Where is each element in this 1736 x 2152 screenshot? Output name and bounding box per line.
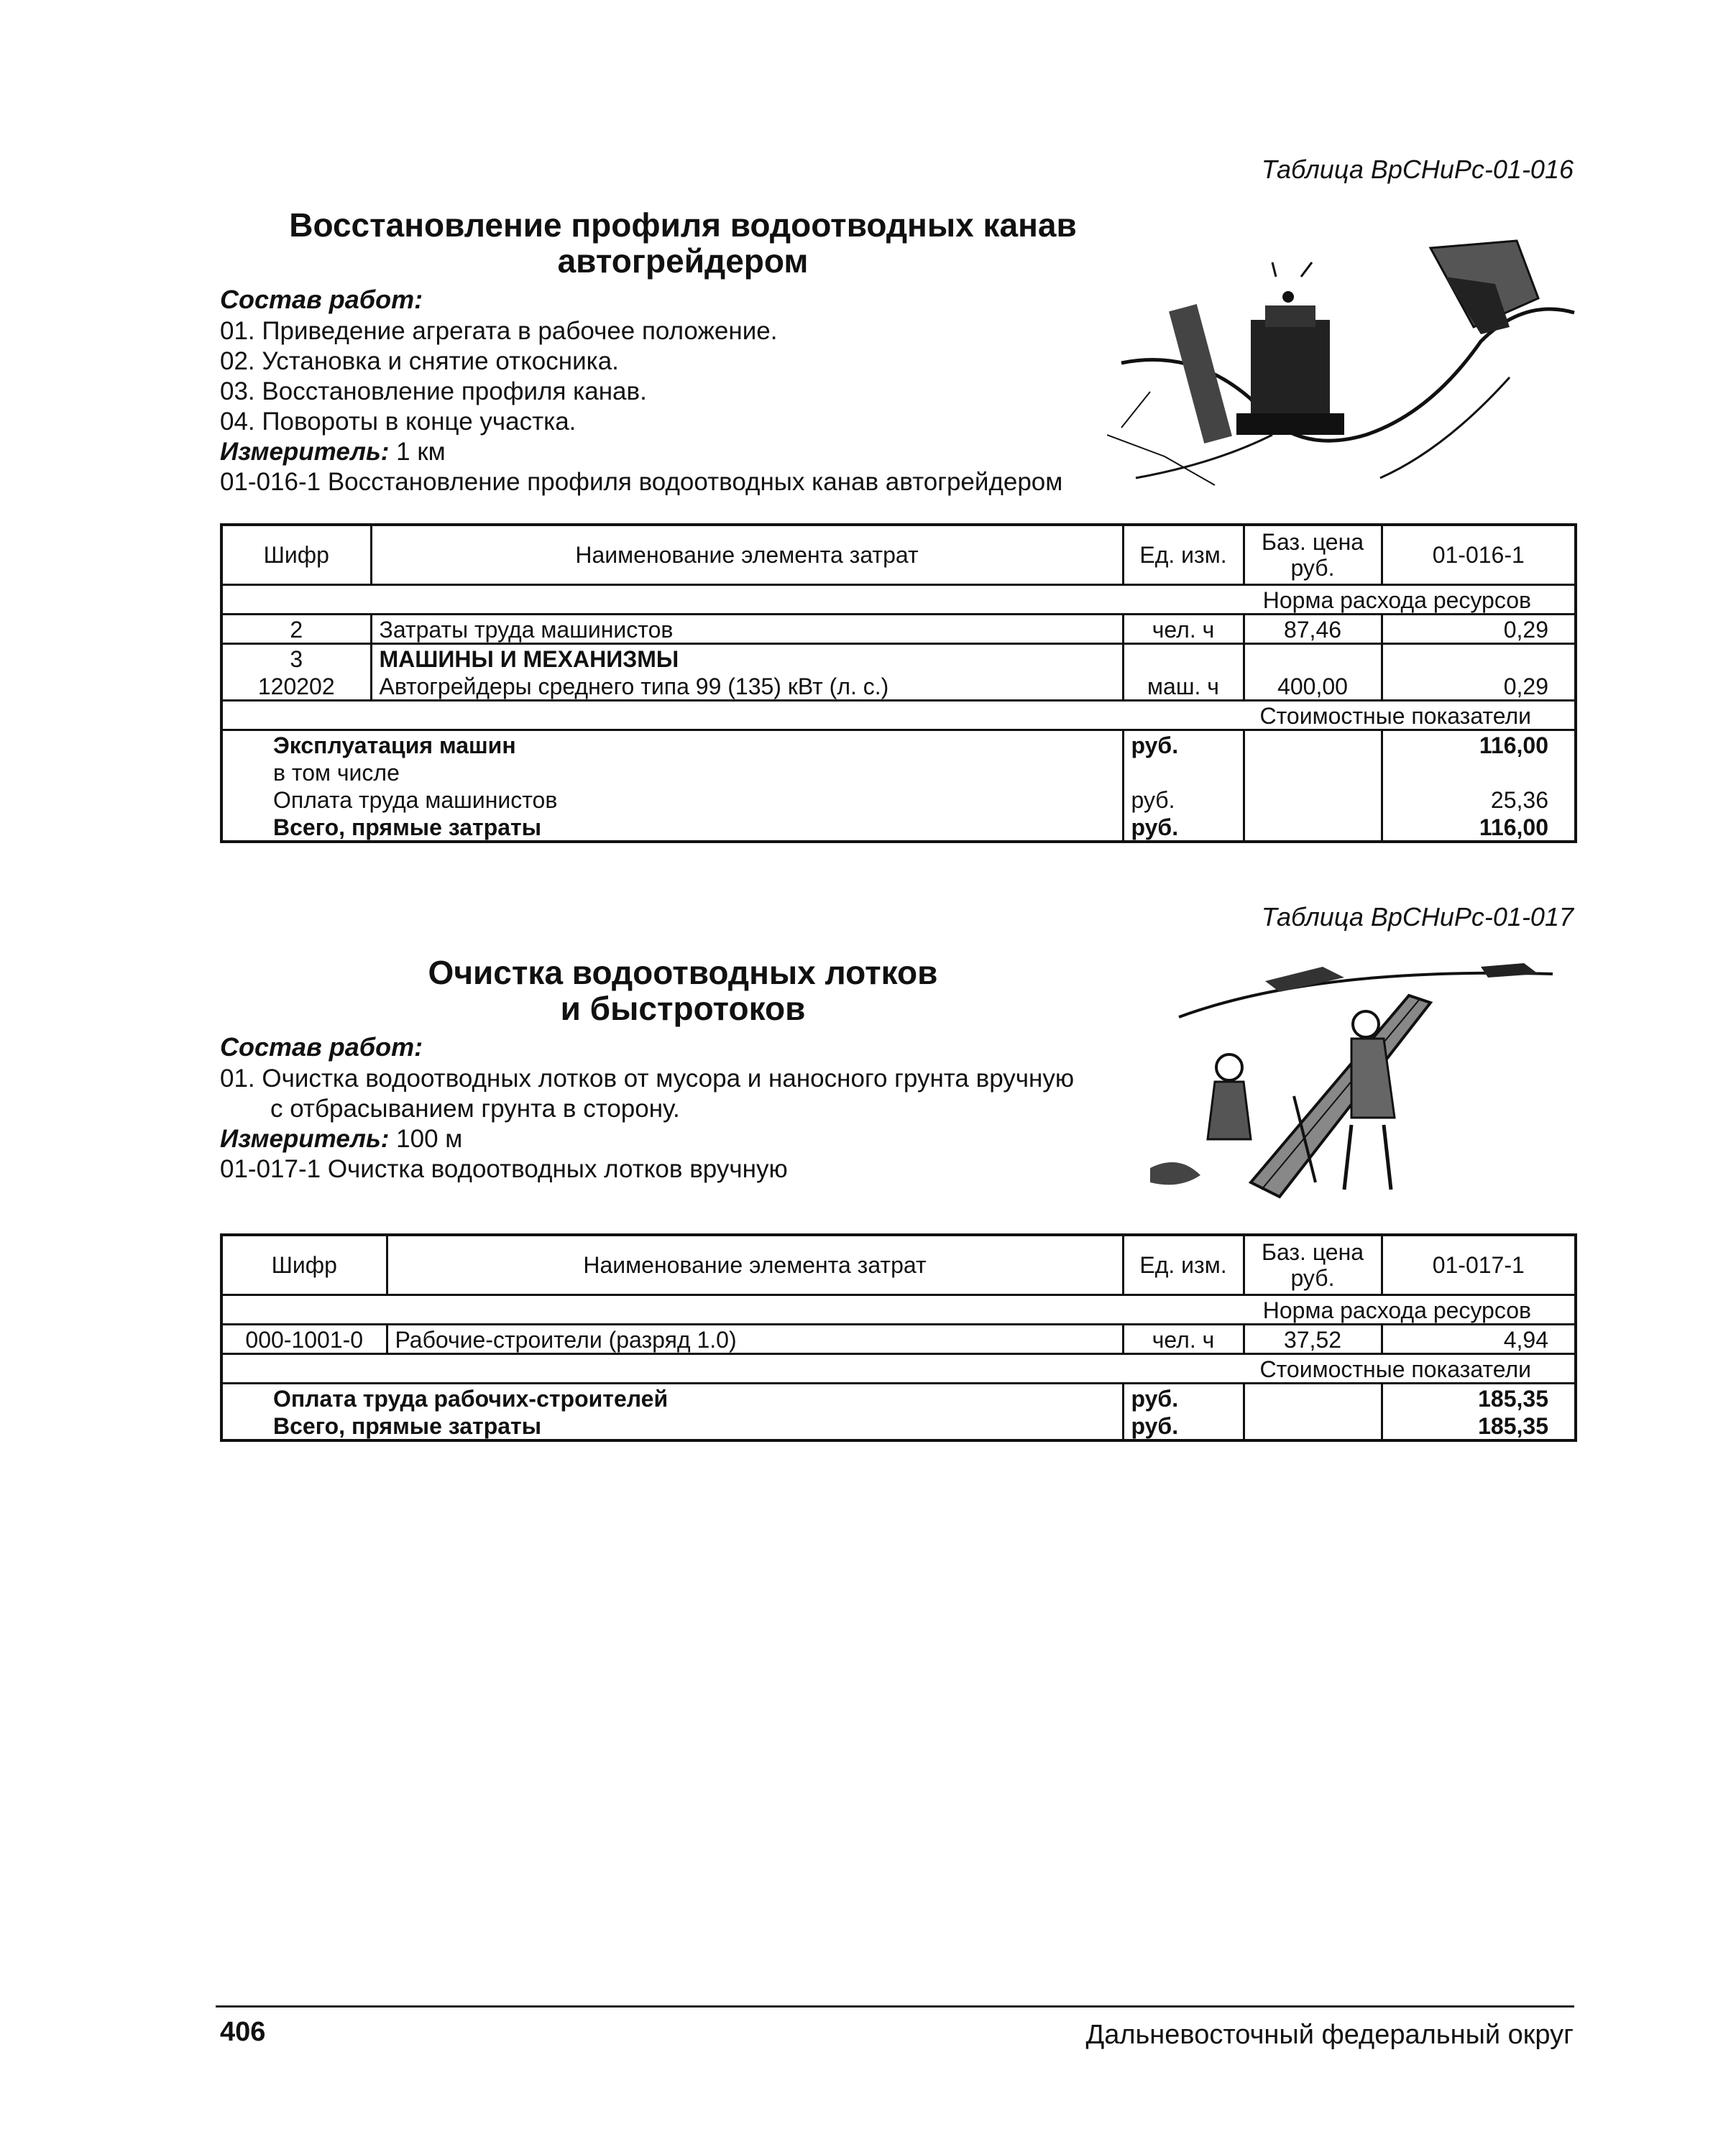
cell-name: Автогрейдеры среднего типа 99 (135) кВт (л. с.) bbox=[371, 672, 1123, 701]
work-composition-label: Состав работ: bbox=[220, 285, 423, 314]
table-tag: Таблица ВрСНиРс-01-016 bbox=[1261, 155, 1574, 184]
cost-value bbox=[1382, 758, 1576, 786]
cell-value: 4,94 bbox=[1382, 1325, 1576, 1354]
work-step: 02. Установка и снятие откосника. bbox=[220, 347, 619, 375]
cost-value: 25,36 bbox=[1382, 786, 1576, 813]
cost-row bbox=[221, 813, 1576, 842]
item-line: 01-016-1 Восстановление профиля водоотводных канав автогрейдером bbox=[220, 468, 1063, 496]
norm-label: Норма расхода ресурсов bbox=[221, 585, 1576, 615]
cell-code: 000-1001-0 bbox=[221, 1325, 387, 1354]
table-row bbox=[221, 644, 1576, 673]
item-line: 01-017-1 Очистка водоотводных лотков вручную bbox=[220, 1155, 788, 1183]
cell-price: 87,46 bbox=[1244, 615, 1382, 644]
header-name: Наименование элемента затрат bbox=[387, 1235, 1123, 1295]
cell-unit bbox=[1123, 644, 1244, 673]
cost-name: в том числе bbox=[221, 758, 1123, 786]
measure-label: Измеритель: bbox=[220, 1125, 390, 1153]
header-price: Баз. цена руб. bbox=[1244, 525, 1382, 585]
grader-illustration bbox=[1107, 219, 1581, 492]
work-composition-label: Состав работ: bbox=[220, 1032, 423, 1062]
table-row bbox=[221, 615, 1576, 644]
cell-code: 2 bbox=[221, 615, 371, 644]
header-unit: Ед. изм. bbox=[1123, 1235, 1244, 1295]
cell-name: МАШИНЫ И МЕХАНИЗМЫ bbox=[371, 644, 1123, 673]
header-value: 01-017-1 bbox=[1382, 1235, 1576, 1295]
measure-value: 100 м bbox=[389, 1125, 463, 1153]
cost-row bbox=[221, 1384, 1576, 1412]
cost-row bbox=[221, 1412, 1576, 1440]
cost-value: 185,35 bbox=[1382, 1384, 1576, 1412]
header-price: Баз. цена руб. bbox=[1244, 1235, 1382, 1295]
header-name: Наименование элемента затрат bbox=[371, 525, 1123, 585]
work-step: 04. Повороты в конце участка. bbox=[220, 408, 577, 436]
measure-label: Измеритель: bbox=[220, 438, 390, 466]
cost-name: Оплата труда машинистов bbox=[221, 786, 1123, 813]
cost-value: 185,35 bbox=[1382, 1412, 1576, 1440]
cell-value: 0,29 bbox=[1382, 615, 1576, 644]
header-value: 01-016-1 bbox=[1382, 525, 1576, 585]
cell-unit: чел. ч bbox=[1123, 615, 1244, 644]
cell-value bbox=[1382, 644, 1576, 673]
work-step: с отбрасыванием грунта в сторону. bbox=[270, 1095, 680, 1123]
cost-unit: руб. bbox=[1123, 813, 1244, 842]
cost-unit: руб. bbox=[1123, 730, 1244, 759]
work-step: 03. Восстановление профиля канав. bbox=[220, 377, 647, 405]
title-line: Очистка водоотводных лотков bbox=[428, 954, 938, 991]
cost-label: Стоимостные показатели bbox=[221, 1354, 1576, 1384]
table-tag: Таблица ВрСНиРс-01-017 bbox=[1261, 902, 1574, 932]
resource-table bbox=[220, 523, 1577, 843]
cell-code: 120202 bbox=[221, 672, 371, 701]
cost-unit: руб. bbox=[1123, 1384, 1244, 1412]
work-step: 01. Очистка водоотводных лотков от мусора и наносного грунта вручную bbox=[220, 1064, 1075, 1093]
workers-illustration bbox=[1136, 952, 1567, 1211]
cell-price bbox=[1244, 644, 1382, 673]
cost-unit: руб. bbox=[1123, 1412, 1244, 1440]
measure-value: 1 км bbox=[389, 438, 446, 466]
title-line: автогрейдером bbox=[557, 242, 809, 280]
table-row bbox=[221, 1325, 1576, 1354]
footer-region: Дальневосточный федеральный округ bbox=[1085, 2020, 1574, 2050]
resource-table bbox=[220, 1233, 1577, 1442]
cell-price: 37,52 bbox=[1244, 1325, 1382, 1354]
cost-name: Всего, прямые затраты bbox=[221, 1412, 1123, 1440]
cell-code: 3 bbox=[221, 644, 371, 673]
cost-name: Оплата труда рабочих-строителей bbox=[221, 1384, 1123, 1412]
cell-name: Рабочие-строители (разряд 1.0) bbox=[387, 1325, 1123, 1354]
norm-label: Норма расхода ресурсов bbox=[221, 1295, 1576, 1325]
cost-row bbox=[221, 786, 1576, 813]
measure-line bbox=[220, 1124, 462, 1154]
section-title bbox=[216, 207, 1150, 279]
measure-line bbox=[220, 437, 446, 467]
section-title bbox=[216, 955, 1150, 1026]
cell-value: 0,29 bbox=[1382, 672, 1576, 701]
header-unit: Ед. изм. bbox=[1123, 525, 1244, 585]
cost-unit bbox=[1123, 758, 1244, 786]
header-code: Шифр bbox=[221, 525, 371, 585]
cost-value: 116,00 bbox=[1382, 730, 1576, 759]
cost-row bbox=[221, 758, 1576, 786]
cost-name: Всего, прямые затраты bbox=[221, 813, 1123, 842]
cell-unit: чел. ч bbox=[1123, 1325, 1244, 1354]
cost-unit: руб. bbox=[1123, 786, 1244, 813]
footer-rule bbox=[216, 2005, 1574, 2008]
page-number: 406 bbox=[220, 2017, 266, 2047]
work-step: 01. Приведение агрегата в рабочее положение. bbox=[220, 317, 778, 345]
cost-label: Стоимостные показатели bbox=[221, 701, 1576, 730]
cost-row bbox=[221, 730, 1576, 759]
title-line: Восстановление профиля водоотводных канав bbox=[289, 206, 1077, 244]
title-line: и быстротоков bbox=[560, 990, 806, 1027]
header-code: Шифр bbox=[221, 1235, 387, 1295]
cell-name: Затраты труда машинистов bbox=[371, 615, 1123, 644]
cost-value: 116,00 bbox=[1382, 813, 1576, 842]
cell-price: 400,00 bbox=[1244, 672, 1382, 701]
cell-unit: маш. ч bbox=[1123, 672, 1244, 701]
table-row bbox=[221, 672, 1576, 701]
cost-name: Эксплуатация машин bbox=[221, 730, 1123, 759]
